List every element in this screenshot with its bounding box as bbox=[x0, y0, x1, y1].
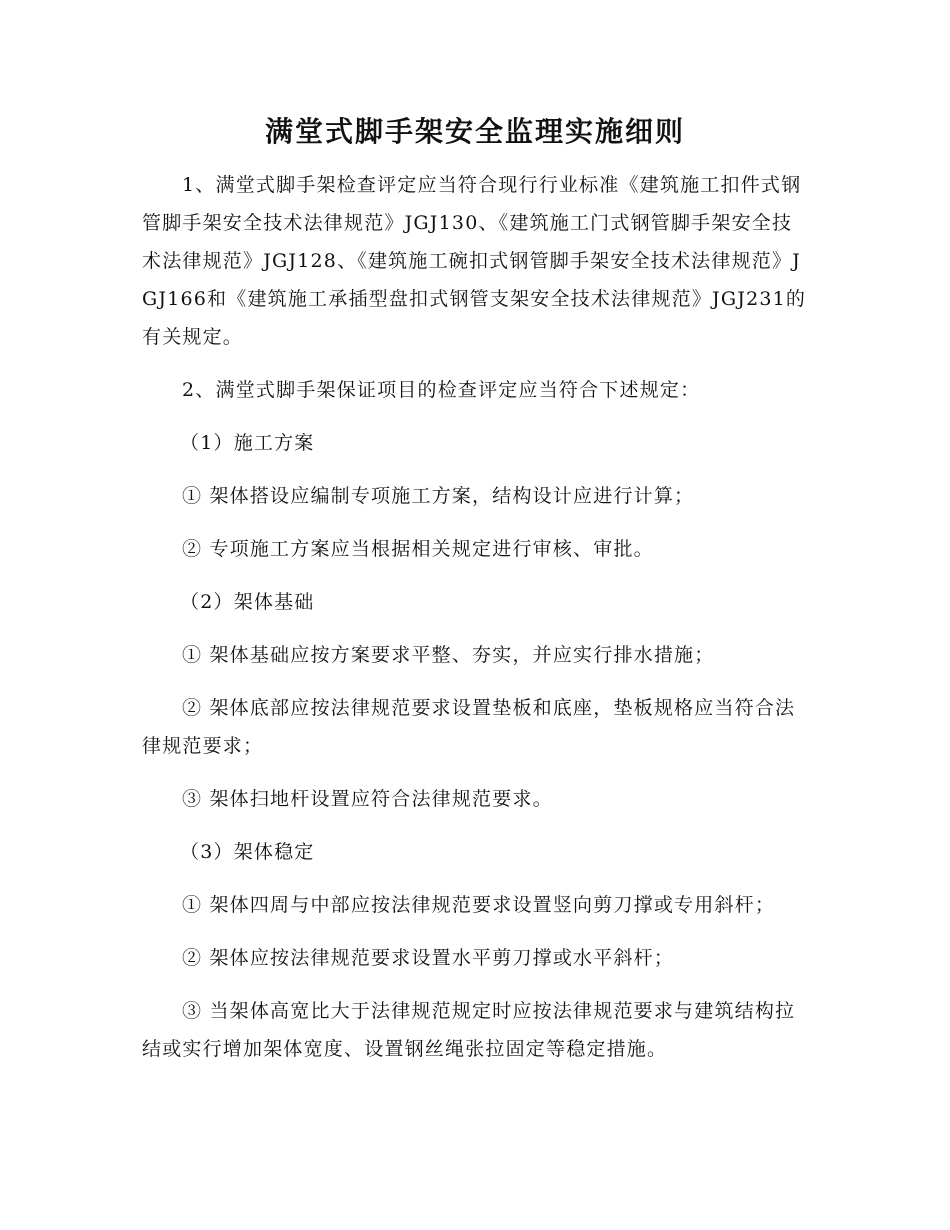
list-item-foundation-3: ③ 架体扫地杆设置应符合法律规范要求。 bbox=[182, 788, 553, 810]
list-item-plan-2: ② 专项施工方案应当根据相关规定进行审核、审批。 bbox=[182, 538, 654, 560]
document-title: 满堂式脚手架安全监理实施细则 bbox=[264, 115, 685, 148]
list-item-stability-2: ② 架体应按法律规范要求设置水平剪刀撑或水平斜杆； bbox=[182, 947, 675, 969]
list-item-plan-1: ① 架体搭设应编制专项施工方案，结构设计应进行计算； bbox=[182, 485, 695, 507]
list-item-foundation-2: ② 架体底部应按法律规范要求设置垫板和底座，垫板规格应当符合法律规范要求； bbox=[142, 697, 796, 757]
section-heading-foundation: （2）架体基础 bbox=[180, 591, 315, 613]
document-body bbox=[142, 166, 807, 1083]
paragraph-guarantee-items: 2、满堂式脚手架保证项目的检查评定应当符合下述规定： bbox=[182, 379, 701, 401]
paragraph-standards: 1、满堂式脚手架检查评定应当符合现行行业标准《建筑施工扣件式钢管脚手架安全技术法律规范》JGJ130、《建筑施工门式钢管脚手架安全技术法律规范》JGJ128、《建筑施工碗扣式钢管脚手架安全技术法律规范》JGJ166和《建筑施工承插型盘扣式钢管支架安全技术法律规范》JGJ231的有关规定。 bbox=[142, 174, 807, 348]
list-item-stability-1: ① 架体四周与中部应按法律规范要求设置竖向剪刀撑或专用斜杆； bbox=[182, 894, 776, 916]
list-item-foundation-1: ① 架体基础应按方案要求平整、夯实，并应实行排水措施； bbox=[182, 644, 715, 666]
section-heading-construction-plan: （1）施工方案 bbox=[180, 432, 315, 454]
section-heading-stability: （3）架体稳定 bbox=[180, 841, 315, 863]
list-item-stability-3: ③ 当架体高宽比大于法律规范规定时应按法律规范要求与建筑结构拉结或实行增加架体宽度、设置钢丝绳张拉固定等稳定措施。 bbox=[142, 1000, 796, 1060]
